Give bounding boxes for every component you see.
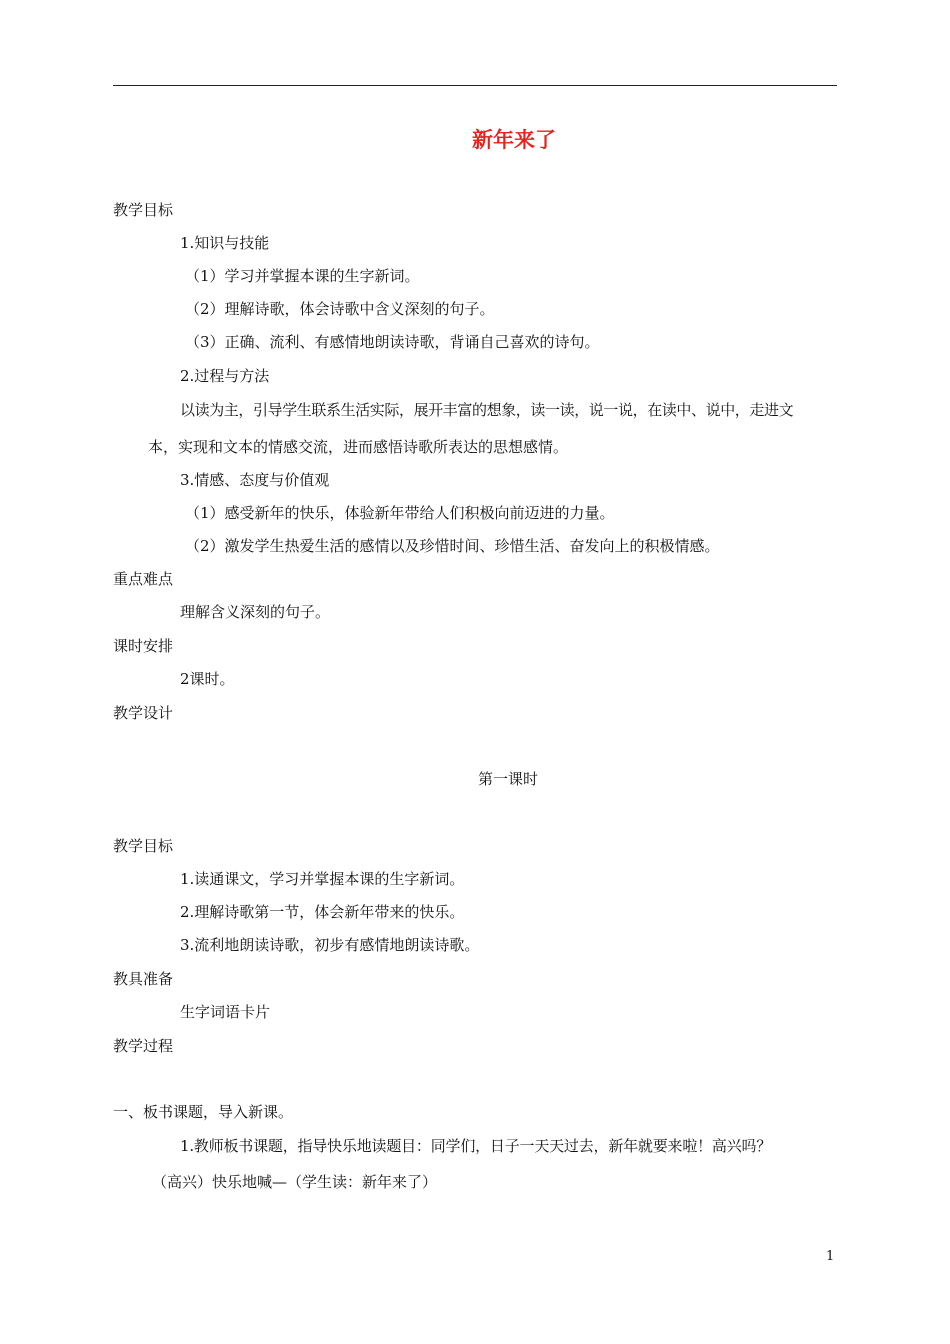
- subheading: 2.过程与方法: [180, 367, 270, 385]
- list-item: 3.流利地朗读诗歌，初步有感情地朗读诗歌。: [180, 936, 480, 954]
- paragraph-line: 2课时。: [180, 670, 235, 688]
- subheading: 1.知识与技能: [180, 234, 270, 252]
- list-item: 1.读通课文，学习并掌握本课的生字新词。: [180, 870, 465, 888]
- list-item: （1）感受新年的快乐，体验新年带给人们积极向前迈进的力量。: [185, 504, 615, 522]
- paragraph-line: 理解含义深刻的句子。: [180, 603, 331, 621]
- subheading: 3.情感、态度与价值观: [180, 471, 330, 489]
- paragraph-line: 本，实现和文本的情感交流，进而感悟诗歌所表达的思想感情。: [148, 438, 569, 456]
- section-heading: 教具准备: [113, 970, 174, 988]
- section-heading: 教学过程: [113, 1037, 174, 1055]
- header-rule: [113, 85, 837, 86]
- paragraph-line: （高兴）快乐地喊—（学生读：新年来了）: [152, 1173, 438, 1191]
- section-heading: 教学目标: [113, 201, 174, 219]
- section-heading: 教学目标: [113, 837, 174, 855]
- paragraph-line: 以读为主，引导学生联系生活实际，展开丰富的想象，读一读，说一说，在读中、说中，走进文: [180, 401, 794, 419]
- section-heading: 重点难点: [113, 570, 174, 588]
- list-item: （1）学习并掌握本课的生字新词。: [185, 267, 420, 285]
- document-title: 新年来了: [472, 128, 556, 152]
- list-item: （2）激发学生热爱生活的感情以及珍惜时间、珍惜生活、奋发向上的积极情感。: [185, 537, 720, 555]
- list-item: （3）正确、流利、有感情地朗读诗歌，背诵自己喜欢的诗句。: [185, 333, 600, 351]
- section-heading: 一、板书课题，导入新课。: [113, 1103, 294, 1121]
- list-item: 2.理解诗歌第一节，体会新年带来的快乐。: [180, 903, 465, 921]
- paragraph-line: 生字词语卡片: [180, 1003, 271, 1021]
- lesson-heading: 第一课时: [477, 770, 538, 788]
- page-number: 1: [826, 1249, 835, 1264]
- list-item: （2）理解诗歌，体会诗歌中含义深刻的句子。: [185, 300, 495, 318]
- paragraph-line: 1.教师板书课题，指导快乐地读题目：同学们，日子一天天过去，新年就要来啦！高兴吗？: [180, 1137, 772, 1155]
- section-heading: 教学设计: [113, 704, 174, 722]
- section-heading: 课时安排: [113, 637, 174, 655]
